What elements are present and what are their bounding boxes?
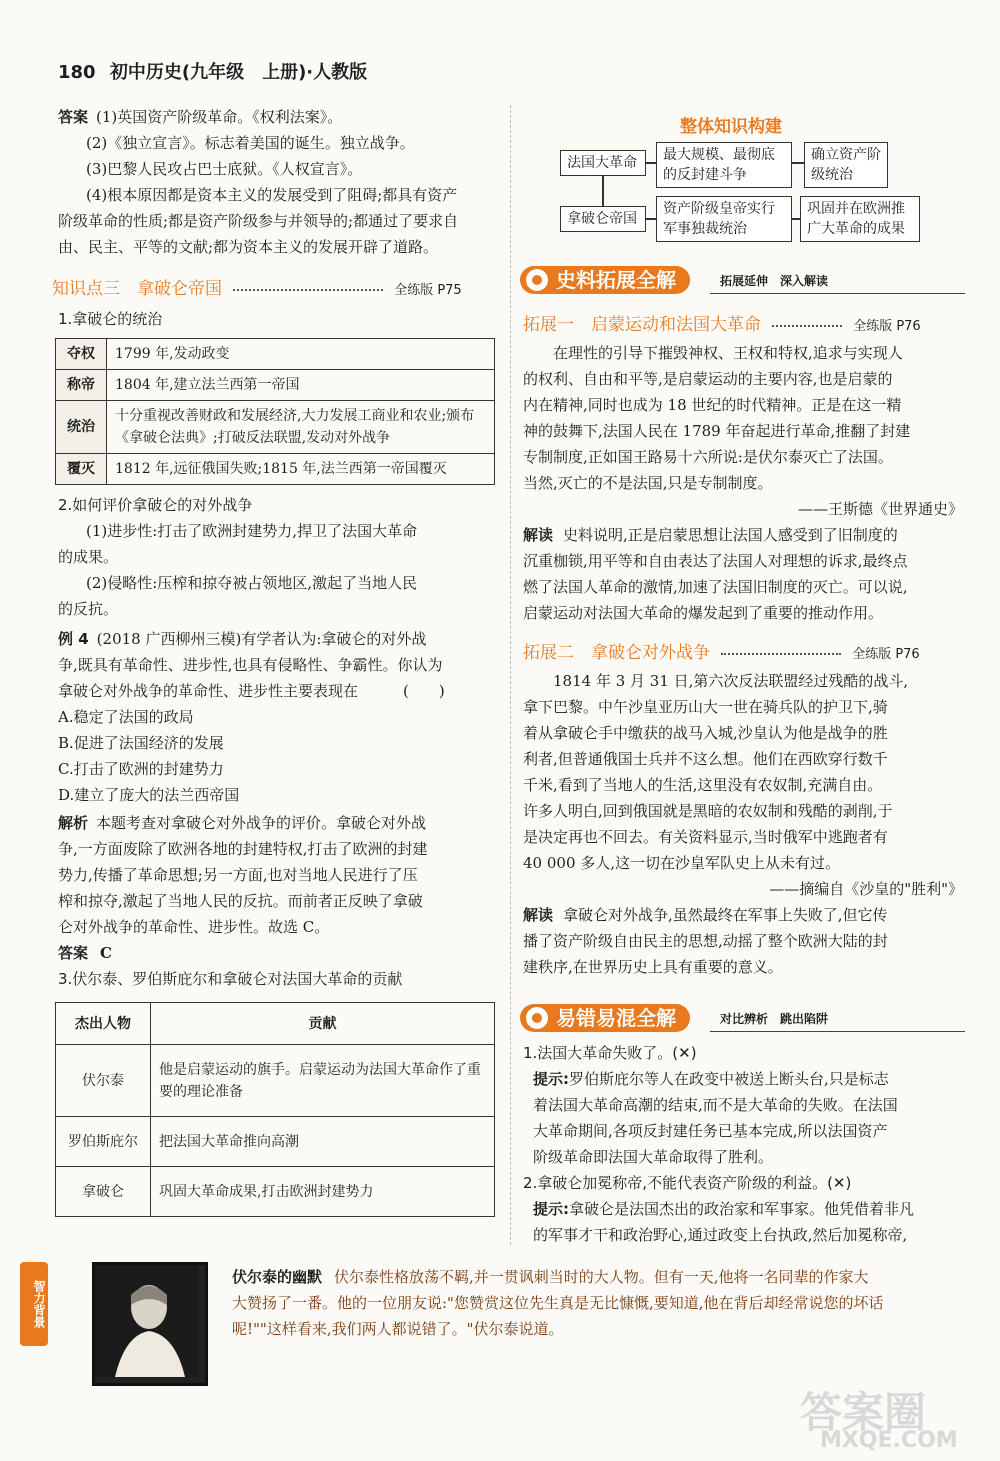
- analysis-line: 榨和掠夺,激起了当地人民的反抗。而前者正反映了拿破: [58, 892, 423, 910]
- analysis-label: 解析: [58, 814, 89, 832]
- voltaire-portrait: [92, 1262, 208, 1386]
- subheading: 2.如何评价拿破仑的对外战争: [58, 496, 253, 514]
- explain-label: 解读: [523, 526, 554, 544]
- hint-line: 着法国大革命高潮的结束,而不是大革命的失败。在法国: [533, 1096, 898, 1114]
- banner-subtitle: 拓展延伸 深入解读: [720, 274, 829, 288]
- row-text: 1812 年,远征俄国失败;1815 年,法兰西第一帝国覆灭: [107, 454, 495, 485]
- table-row: [56, 1167, 495, 1217]
- answer-label: 答案: [58, 108, 89, 126]
- diagram-box: 巩固并在欧洲推广大革命的成果: [800, 196, 920, 242]
- column-header: 杰出人物: [56, 1003, 151, 1045]
- diagram-box: 法国大革命: [560, 150, 646, 176]
- explain-line: 史料说明,正是启蒙思想让法国人感受到了旧制度的: [563, 526, 898, 544]
- table-row: [56, 370, 495, 401]
- extension-two-text: [523, 668, 963, 980]
- example-line: 拿破仑对外战争的革命性、进步性主要表现在 ( ): [58, 682, 445, 700]
- hint-line: 大革命期间,各项反封建任务已基本完成,所以法国资产: [533, 1122, 888, 1140]
- arrow: [792, 218, 800, 220]
- section-three-heading: [52, 274, 498, 299]
- contribution-text: 巩固大革命成果,打击欧洲封建势力: [151, 1167, 495, 1217]
- rule-table: [55, 338, 495, 485]
- text-line: 1814 年 3 月 31 日,第六次反法联盟经过残酷的战斗,: [553, 672, 909, 690]
- row-label: 夺权: [56, 339, 107, 370]
- anecdote-block: [232, 1264, 962, 1342]
- extension-two-heading: [523, 638, 963, 663]
- banner-icon: [526, 1007, 548, 1029]
- banner-underline: [710, 293, 965, 294]
- side-tab: 智力背景: [20, 1262, 48, 1346]
- answer-label: 答案: [58, 944, 89, 962]
- mistakes-block: [523, 1040, 963, 1248]
- analysis-line: 争,一方面废除了欧洲各地的封建特权,打击了欧洲的封建: [58, 840, 428, 858]
- answer-line: (3)巴黎人民攻占巴士底狱。《人权宣言》。: [86, 160, 363, 178]
- row-text: 十分重视改善财政和发展经济,大力发展工商业和农业;颁布《拿破仑法典》;打破反法联盟,发动对外战争: [107, 401, 495, 454]
- hint-label: 提示:: [533, 1070, 569, 1088]
- text-line: 拿下巴黎。中午沙皇亚历山大一世在骑兵队的护卫下,骑: [523, 698, 888, 716]
- mistake-question: 1.法国大革命失败了。(✕): [523, 1044, 697, 1062]
- row-label: 统治: [56, 401, 107, 454]
- portrait-icon: [95, 1265, 199, 1377]
- explain-line: 拿破仑对外战争,虽然最终在军事上失败了,但它传: [563, 906, 888, 924]
- text-line: 许多人明白,回到俄国就是黑暗的农奴制和残酷的剥削,于: [523, 802, 893, 820]
- text-line: (1)进步性:打击了欧洲封建势力,捍卫了法国大革命: [86, 522, 418, 540]
- banner-icon: [526, 269, 548, 291]
- text-line: 千米,看到了当地人的生活,这里没有农奴制,充满自由。: [523, 776, 883, 794]
- diagram-box: 拿破仑帝国: [560, 206, 646, 232]
- overall-title: 整体知识构建: [680, 117, 782, 137]
- answer-line: (1)英国资产阶级革命。《权利法案》。: [96, 108, 343, 126]
- hint-line: 拿破仑是法国杰出的政治家和军事家。他凭借着非凡: [569, 1200, 915, 1218]
- table-row: [56, 1045, 495, 1117]
- subheading: 1.拿破仑的统治: [58, 310, 163, 328]
- section-title: 拓展二 拿破仑对外战争: [523, 643, 710, 663]
- explain-line: 播了资产阶级自由民主的思想,动摇了整个欧洲大陆的封: [523, 932, 888, 950]
- table-header-row: [56, 1003, 495, 1045]
- arrow: [792, 162, 804, 164]
- page-number: 180: [58, 62, 96, 83]
- anecdote-line: 呢!""这样看来,我们两人都说错了。"伏尔泰说道。: [232, 1320, 564, 1338]
- page-header: [58, 58, 367, 84]
- row-text: 1799 年,发动政变: [107, 339, 495, 370]
- answer-block: [58, 104, 498, 260]
- text-line: 是决定再也不回去。有关资料显示,当时俄军中逃跑者有: [523, 828, 888, 846]
- extension-one-text: [523, 340, 963, 626]
- column-header: 贡献: [151, 1003, 495, 1045]
- answer-line: 阶级革命的性质;都是资产阶级参与并领导的;都通过了要求自: [58, 212, 459, 230]
- section-title: 拓展一 启蒙运动和法国大革命: [523, 315, 761, 335]
- leader-dots: [772, 325, 842, 327]
- table-row: [56, 1117, 495, 1167]
- example-line: 争,既具有革命性、进步性,也具有侵略性、争霸性。你认为: [58, 656, 443, 674]
- diagram-box: 确立资产阶级统治: [804, 142, 888, 188]
- option: A.稳定了法国的政局: [58, 708, 194, 726]
- anecdote-line: 伏尔泰性格放荡不羁,并一贯讽刺当时的大人物。但有一天,他将一名同辈的作家大: [334, 1268, 869, 1286]
- diagram-box: 最大规模、最彻底的反封建斗争: [656, 142, 792, 188]
- answer-line: (2)《独立宣言》。标志着美国的诞生。独立战争。: [86, 134, 415, 152]
- contribution-text: 他是启蒙运动的旗手。启蒙运动为法国大革命作了重要的理论准备: [151, 1045, 495, 1117]
- arrow: [646, 162, 656, 164]
- anecdote-line: 大赞扬了一番。他的一位朋友说:"您赞赏这位先生真是无比慷慨,要知道,他在背后却经常说您的坏话: [232, 1294, 884, 1312]
- person-name: 拿破仑: [56, 1167, 151, 1217]
- section-ref: 全练版 P75: [394, 283, 462, 298]
- explain-line: 沉重枷锁,用平等和自由表达了法国人对理想的诉求,最终点: [523, 552, 908, 570]
- section-ref: 全练版 P76: [852, 647, 920, 662]
- row-label: 称帝: [56, 370, 107, 401]
- explain-label: 解读: [523, 906, 554, 924]
- example-label: 例 4: [58, 630, 89, 648]
- analysis-block: [58, 810, 498, 992]
- explain-line: 启蒙运动对法国大革命的爆发起到了重要的推动作用。: [523, 604, 884, 622]
- text-line: 专制制度,正如国王路易十六所说:是伏尔泰灭亡了法国。: [523, 448, 893, 466]
- table-row: [56, 401, 495, 454]
- example-line: (2018 广西柳州三模)有学者认为:拿破仑的对外战: [96, 630, 427, 648]
- contribution-table: [55, 1002, 495, 1217]
- source-citation: ——摘编自《沙皇的"胜利"》: [769, 880, 963, 898]
- option: D.建立了庞大的法兰西帝国: [58, 786, 240, 804]
- hint-label: 提示:: [533, 1200, 569, 1218]
- table-row: [56, 454, 495, 485]
- section-ref: 全练版 P76: [853, 319, 921, 334]
- banner-underline: [710, 1031, 965, 1032]
- text-line: 神的鼓舞下,法国人民在 1789 年奋起进行革命,推翻了封建: [523, 422, 911, 440]
- leader-dots: [233, 289, 383, 291]
- option: B.促进了法国经济的发展: [58, 734, 224, 752]
- text-line: (2)侵略性:压榨和掠夺被占领地区,激起了当地人民: [86, 574, 418, 592]
- row-text: 1804 年,建立法兰西第一帝国: [107, 370, 495, 401]
- text-line: 在理性的引导下摧毁神权、王权和特权,追求与实现人: [553, 344, 903, 362]
- hint-line: 罗伯斯庇尔等人在政变中被送上断头台,只是标志: [569, 1070, 889, 1088]
- banner-subtitle: 对比辨析 跳出陷阱: [720, 1012, 829, 1026]
- watermark-url: MXQE.COM: [820, 1428, 958, 1453]
- extension-one-heading: [523, 310, 963, 335]
- contribution-text: 把法国大革命推向高潮: [151, 1117, 495, 1167]
- analysis-line: 本题考查对拿破仑对外战争的评价。拿破仑对外战: [96, 814, 427, 832]
- arrow: [646, 218, 656, 220]
- anecdote-title: 伏尔泰的幽默: [232, 1268, 323, 1286]
- answer-line: 由、民主、平等的文献;都为资本主义的发展开辟了道路。: [58, 238, 439, 256]
- person-name: 罗伯斯庇尔: [56, 1117, 151, 1167]
- row-label: 覆灭: [56, 454, 107, 485]
- explain-line: 建秩序,在世界历史上具有重要的意义。: [523, 958, 783, 976]
- column-divider: [510, 105, 511, 1245]
- example-block: [58, 626, 498, 808]
- arrow: [602, 176, 604, 206]
- answer-line: (4)根本原因都是资本主义的发展受到了阻碍;都具有资产: [86, 186, 458, 204]
- analysis-line: 势力,传播了革命思想;另一方面,也对当地人民进行了压: [58, 866, 418, 884]
- evaluation-block: [58, 492, 498, 622]
- leader-dots: [721, 653, 841, 655]
- diagram-box: 资产阶级皇帝实行军事独裁统治: [656, 196, 792, 242]
- hint-line: 阶级革命即法国大革命取得了胜利。: [533, 1148, 774, 1166]
- text-line: 40 000 多人,这一切在沙皇军队史上从未有过。: [523, 854, 841, 872]
- analysis-line: 仑对外战争的革命性、进步性。故选 C。: [58, 918, 330, 936]
- hint-line: 的军事才干和政治野心,通过政变上台执政,然后加冕称帝,: [533, 1226, 908, 1244]
- text-line: 当然,灭亡的不是法国,只是专制制度。: [523, 474, 773, 492]
- text-line: 内在精神,同时也成为 18 世纪的时代精神。正是在这一精: [523, 396, 902, 414]
- mistake-question: 2.拿破仑加冕称帝,不能代表资产阶级的利益。(✕): [523, 1174, 852, 1192]
- watermark-logo: 答案圈: [800, 1388, 927, 1437]
- source-citation: ——王斯德《世界通史》: [797, 500, 963, 518]
- text-line: 着从拿破仑手中缴获的战马入城,沙皇认为他是战争的胜: [523, 724, 888, 742]
- banner-title: 史料拓展全解: [520, 266, 690, 294]
- text-line: 的权利、自由和平等,是启蒙运动的主要内容,也是启蒙的: [523, 370, 893, 388]
- explain-line: 燃了法国人革命的激情,加速了法国旧制度的灭亡。可以说,: [523, 578, 908, 596]
- knowledge-diagram: [560, 140, 960, 250]
- person-name: 伏尔泰: [56, 1045, 151, 1117]
- answer-value: C: [100, 944, 112, 962]
- text-line: 的反抗。: [58, 600, 119, 618]
- text-line: 的成果。: [58, 548, 119, 566]
- book-title: 初中历史(九年级 上册)·人教版: [109, 62, 368, 83]
- banner-title: 易错易混全解: [520, 1004, 690, 1032]
- option: C.打击了欧洲的封建势力: [58, 760, 224, 778]
- subheading: 3.伏尔泰、罗伯斯庇尔和拿破仑对法国大革命的贡献: [58, 970, 403, 988]
- section-title: 知识点三 拿破仑帝国: [52, 279, 222, 299]
- table-row: [56, 339, 495, 370]
- text-line: 利者,但普通俄国士兵并不这么想。他们在西欧穿行数千: [523, 750, 888, 768]
